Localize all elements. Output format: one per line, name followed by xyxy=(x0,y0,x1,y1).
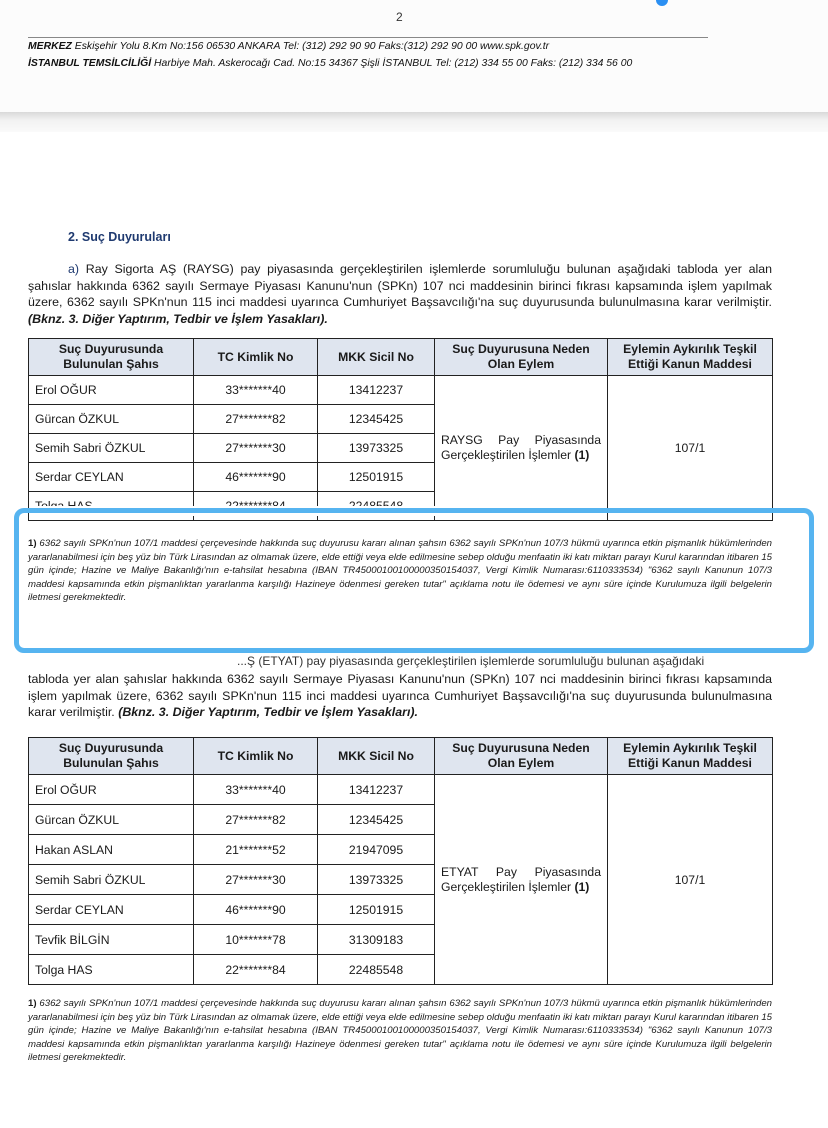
paragraph-b-text: tabloda yer alan şahıslar hakkında 6362 sayılı Sermaye Piyasası Kanunu'nun (SPKn) 107 nci maddesinin birinci fıkrası kapsamında işlem yapılmak üzere, 6362 sayılı SPKn'nun 115 inci maddesi uyarınca Cumhuriyet Başsavcılığı'na suç duyurusunda bulunulmasına karar verilmiştir. xyxy=(28,672,772,719)
mkk-number: 13973325 xyxy=(318,434,435,463)
footnote-1-text: 6362 sayılı SPKn'nun 107/1 maddesi çerçevesinde hakkında suç duyurusu kararı alınan şahsın 6362 sayılı SPKn'nun 107/3 hükmü uyarınca etkin pişmanlık hükümlerinden yararlanabilmesi için beş yüz bin Türk Lirasından az olmamak üzere, elde ettiği veya elde edilmesine sebep olduğu menfaatin iki katı miktarı parayı Kurul kararından itibaren 15 gün içinde; Hazine ve Maliye Bakanlığı'nın e-tahsilat hesabına (IBAN TR450001001000003501540​37, Vergi Kimlik Numarası:6110333534) "6362 sayılı Kanunun 107/3 maddesi kapsamında etkin pişmanlıktan yararlanma karşılığı Hazineye ödenmesi gereken tutar" açıklama notu ile ödemesi ve aynı süre içinde Kurulumuza ilgili belgelerin iletmesi gerekmektedir. xyxy=(28,538,772,603)
header-action: Suç Duyurusuna Neden Olan Eylem xyxy=(435,738,608,775)
footnote-2 xyxy=(28,997,772,1065)
highlight-box xyxy=(14,508,814,653)
mkk-number: 13973325 xyxy=(318,865,435,895)
tc-number: 27*******82 xyxy=(194,805,318,835)
action-ref: (1) xyxy=(574,448,590,462)
footnote-2-text: 6362 sayılı SPKn'nun 107/1 maddesi çerçevesinde hakkında suç duyurusu kararı alınan şahsın 6362 sayılı SPKn'nun 107/3 hükmü uyarınca etkin pişmanlık hükümlerinden yararlanabilmesi için beş yüz bin Türk Lirasından az olmamak üzere, elde ettiği veya elde edilmesine sebep olduğu menfaatin iki katı miktarı parayı Kurul kararından itibaren 15 gün içinde; Hazine ve Maliye Bakanlığı'nın e-tahsilat hesabına (IBAN TR450001001000003501540​37, Vergi Kimlik Numarası:6110333534) "6362 sayılı Kanunun 107/3 maddesi kapsamında etkin pişmanlıktan yararlanma karşılığı Hazineye ödenmesi gereken tutar" açıklama notu ile ödemesi ve aynı süre içinde Kurulumuza ilgili belgelerin iletmesi gerekmektedir. xyxy=(28,998,772,1063)
paragraph-a-label: a) xyxy=(68,262,80,276)
tc-number: 33*******40 xyxy=(194,376,318,405)
person-name: Semih Sabri ÖZKUL xyxy=(29,434,194,463)
tc-number: 22*******84 xyxy=(194,955,318,985)
letterhead-label-1: MERKEZ xyxy=(28,41,72,52)
article-cell: 107/1 xyxy=(608,376,773,521)
header-person: Suç Duyurusunda Bulunulan Şahıs xyxy=(29,339,194,376)
mkk-number: 12345425 xyxy=(318,405,435,434)
tc-number: 21*******52 xyxy=(194,835,318,865)
tc-number: 33*******40 xyxy=(194,775,318,805)
action-cell xyxy=(435,376,608,521)
table-header-row xyxy=(29,339,773,376)
mkk-number: 21947095 xyxy=(318,835,435,865)
footnote-2-label: 1) xyxy=(28,998,37,1009)
action-ref: (1) xyxy=(574,879,590,894)
tc-number: 27*******30 xyxy=(194,865,318,895)
header-mkk: MKK Sicil No xyxy=(318,738,435,775)
letterhead-rule xyxy=(28,37,708,38)
mkk-number: 13412237 xyxy=(318,775,435,805)
header-article: Eylemin Aykırılık Teşkil Ettiği Kanun Maddesi xyxy=(608,738,773,775)
mkk-number: 31309183 xyxy=(318,925,435,955)
person-name: Tevfik BİLGİN xyxy=(29,925,194,955)
tc-number: 27*******30 xyxy=(194,434,318,463)
tc-number: 46*******90 xyxy=(194,895,318,925)
article-cell: 107/1 xyxy=(608,775,773,985)
page-gap xyxy=(0,112,828,132)
paragraph-a-text: Ray Sigorta AŞ (RAYSG) pay piyasasında gerçekleştirilen işlemlerde sorumluluğu bulunan aşağıdaki tabloda yer alan şahıslar hakkında 6362 sayılı Sermaye Piyasası Kanunu'nun (SPKn) 107 nci maddesinin birinci fıkrası kapsamında işlem yapılmak üzere, 6362 sayılı SPKn'nun 115 inci maddesi uyarınca Cumhuriyet Başsavcılığı'na suç duyurusunda bulunulmasına karar verilmiştir. xyxy=(28,262,772,309)
mkk-number: 12345425 xyxy=(318,805,435,835)
header-tc: TC Kimlik No xyxy=(194,738,318,775)
table-etyat xyxy=(28,737,773,985)
header-tc: TC Kimlik No xyxy=(194,339,318,376)
person-name: Serdar CEYLAN xyxy=(29,895,194,925)
letterhead-line-2 xyxy=(28,58,632,69)
paragraph-a-ref: (Bknz. 3. Diğer Yaptırım, Tedbir ve İşlem Yasakları). xyxy=(28,311,328,326)
table-row xyxy=(29,775,773,805)
table-header-row xyxy=(29,738,773,775)
header-action: Suç Duyurusuna Neden Olan Eylem xyxy=(435,339,608,376)
header-person: Suç Duyurusunda Bulunulan Şahıs xyxy=(29,738,194,775)
paragraph-b xyxy=(28,671,772,721)
person-name: Serdar CEYLAN xyxy=(29,463,194,492)
person-name: Erol OĞUR xyxy=(29,775,194,805)
mkk-number: 22485548 xyxy=(318,955,435,985)
paragraph-b-partial: ...Ş (ETYAT) pay piyasasında gerçekleştirilen işlemlerde sorumluluğu bulunan aşağıdaki xyxy=(237,654,705,668)
letterhead-label-2: İSTANBUL TEMSİLCİLİĞİ xyxy=(28,58,152,69)
mkk-number: 12501915 xyxy=(318,463,435,492)
person-name: Tolga HAS xyxy=(29,955,194,985)
letterhead-text-2: Harbiye Mah. Askerocağı Cad. No:15 34367 Şişli İSTANBUL Tel: (212) 334 55 00 Faks: (212) 334 56 00 xyxy=(151,58,633,69)
person-name: Semih Sabri ÖZKUL xyxy=(29,865,194,895)
tc-number: 10*******78 xyxy=(194,925,318,955)
table-row xyxy=(29,376,773,405)
footnote-1-label: 1) xyxy=(28,538,37,549)
header-article: Eylemin Aykırılık Teşkil Ettiği Kanun Maddesi xyxy=(608,339,773,376)
letterhead-text-1: Eskişehir Yolu 8.Km No:156 06530 ANKARA Tel: (312) 292 90 90 Faks:(312) 292 90 00 www.spk.gov.tr xyxy=(71,41,550,52)
paragraph-b-ref: (Bknz. 3. Diğer Yaptırım, Tedbir ve İşlem Yasakları). xyxy=(118,705,418,719)
section-title: 2. Suç Duyuruları xyxy=(68,230,171,244)
tc-number: 27*******82 xyxy=(194,405,318,434)
table-raysg xyxy=(28,338,773,521)
action-cell xyxy=(435,775,608,985)
page-number: 2 xyxy=(396,10,403,24)
action-text: RAYSG Pay Piyasasında Gerçekleştirilen İşlemler xyxy=(441,433,601,462)
tc-number: 46*******90 xyxy=(194,463,318,492)
person-name: Erol OĞUR xyxy=(29,376,194,405)
mkk-number: 12501915 xyxy=(318,895,435,925)
paragraph-a xyxy=(28,261,772,327)
letterhead-line-1 xyxy=(28,41,549,52)
header-mkk: MKK Sicil No xyxy=(318,339,435,376)
person-name: Gürcan ÖZKUL xyxy=(29,405,194,434)
person-name: Gürcan ÖZKUL xyxy=(29,805,194,835)
person-name: Hakan ASLAN xyxy=(29,835,194,865)
action-text: ETYAT Pay Piyasasında Gerçekleştirilen İşlemler xyxy=(441,864,601,894)
previous-page-strip xyxy=(0,0,828,112)
mkk-number: 13412237 xyxy=(318,376,435,405)
